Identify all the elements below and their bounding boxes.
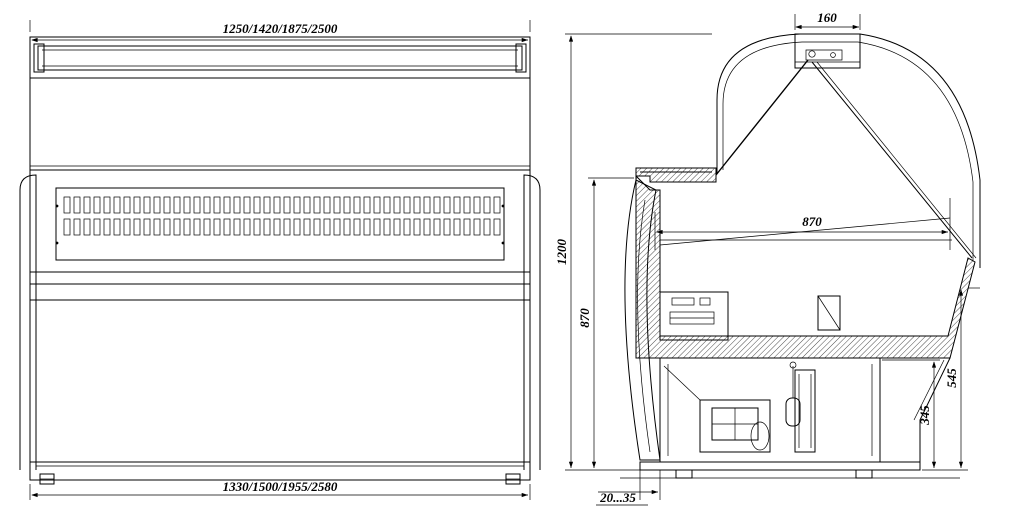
side-345-dimension-label: 345 [917,405,932,425]
front-grille-screw-bl [56,242,59,245]
front-grille-screw-br [502,242,505,245]
side-gap-dimension-label: 20...35 [600,490,636,505]
front-grille-screw-tl [56,205,59,208]
side-top-mount-block [795,34,860,68]
side-compressor-motor [751,422,769,450]
side-base-plate [640,462,920,470]
side-mount-pivot-left [809,51,815,57]
front-bottom-dimension-label: 1330/1500/1955/2580 [222,479,338,494]
side-1200-dimension-label: 1200 [554,239,569,265]
front-canopy-left-cap [34,44,44,72]
side-mount-bracket [806,50,842,60]
side-section-view [554,10,980,505]
front-left-side-frame [20,175,36,470]
front-right-side-frame [524,175,540,470]
front-view [20,20,540,500]
front-outer-body [30,37,530,480]
side-foot-right [856,470,872,478]
side-160-dimension-label: 160 [817,10,837,25]
front-top-dimension-label: 1250/1420/1875/2500 [222,21,338,36]
side-545-dimension-label: 545 [944,368,959,388]
front-grille-slots [64,197,500,235]
front-top-canopy [38,46,522,70]
side-870v-dimension-label: 870 [577,308,592,328]
side-slope-plate [664,366,700,400]
front-canopy-right-cap [516,44,526,72]
front-grille-screw-tr [502,205,505,208]
side-right-lower-wall [880,358,950,462]
side-870h-dimension-label: 870 [802,214,822,229]
side-mount-pivot-right [831,53,836,58]
side-receiver-tank [786,398,800,426]
side-condenser [795,370,815,452]
side-foot-left [676,470,692,478]
